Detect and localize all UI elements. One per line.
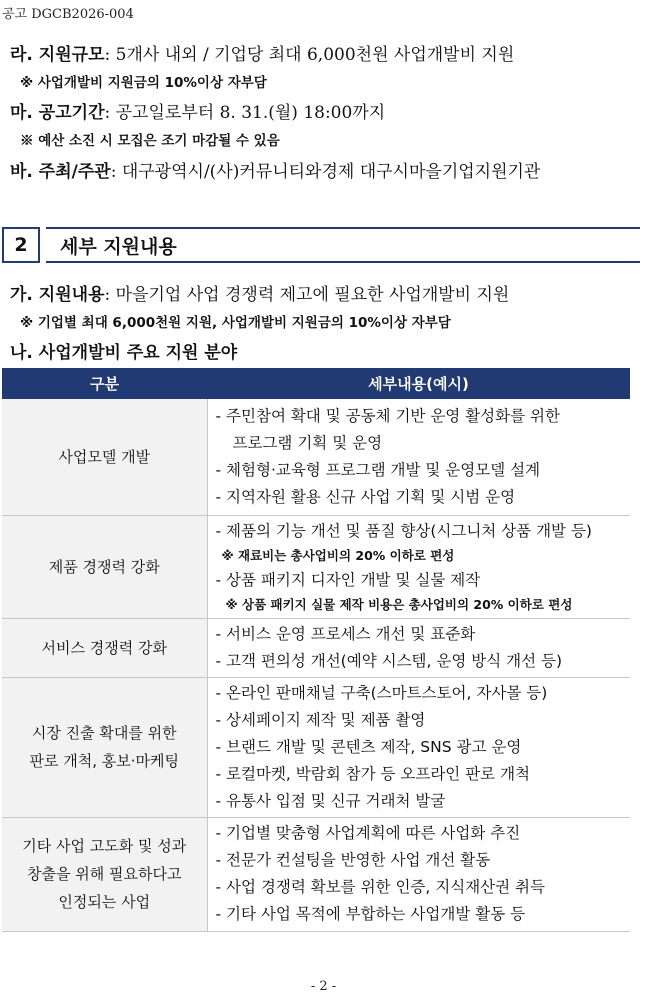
- item-ba-head: 바. 주최/주관: [10, 162, 111, 182]
- category-label-line: 시장 진출 확대를 위한: [31, 724, 177, 742]
- detail-item: - 체험형·교육형 프로그램 개발 및 운영모델 설계: [215, 460, 541, 479]
- table-header-category: 구분: [2, 368, 207, 399]
- item-ma-head: 마. 공고기간: [10, 103, 105, 123]
- item-ba-text: : 대구광역시/(사)커뮤니티와경제 대구시마을기업지원기관: [110, 162, 541, 182]
- section-title: 세부 지원내용: [46, 227, 640, 263]
- item-ma-text: : 공고일로부터 8. 31.(월) 18:00까지: [104, 103, 386, 123]
- detail-note: ※ 재료비는 총사업비의 20% 이하로 편성: [221, 547, 455, 563]
- item-ma-note: ※ 예산 소진 시 모집은 조기 마감될 수 있음: [20, 133, 280, 149]
- table-detail-cell: [207, 817, 630, 931]
- table-category-cell: [2, 677, 207, 817]
- detail-item: - 로컬마켓, 박람회 참가 등 오프라인 판로 개척: [215, 764, 531, 783]
- table-category-cell: [2, 817, 207, 931]
- table-detail-cell: [207, 515, 630, 618]
- detail-item: - 서비스 운영 프로세스 개선 및 표준화: [215, 624, 476, 643]
- category-label: 제품 경쟁력 강화: [48, 557, 160, 576]
- item-ga-head: 가. 지원내용: [10, 285, 105, 305]
- category-label-line: 기타 사업 고도화 및 성과: [22, 837, 187, 855]
- item-ra-note: ※ 사업개발비 지원금의 10%이상 자부담: [20, 75, 267, 91]
- category-label-line: 창출을 위해 필요하다고: [27, 865, 182, 883]
- detail-item: - 고객 편의성 개선(예약 시스템, 운영 방식 개선 등): [215, 651, 563, 670]
- page-number: - 2 -: [310, 979, 337, 994]
- item-ra-text: : 5개사 내외 / 기업당 최대 6,000천원 사업개발비 지원: [104, 45, 515, 65]
- detail-item: - 제품의 기능 개선 및 품질 향상(시그니처 상품 개발 등): [215, 521, 592, 540]
- detail-item: - 기타 사업 목적에 부합하는 사업개발 활동 등: [215, 905, 526, 923]
- table-detail-cell: [207, 618, 630, 677]
- item-na-head: 나. 사업개발비 주요 지원 분야: [10, 343, 238, 363]
- detail-item: - 상세페이지 제작 및 제품 촬영: [215, 710, 426, 729]
- category-label: 서비스 경쟁력 강화: [41, 638, 167, 657]
- table-detail-cell: [207, 677, 630, 817]
- category-label-line: 판로 개척, 홍보·마케팅: [29, 752, 179, 770]
- item-ga-note: ※ 기업별 최대 6,000천원 지원, 사업개발비 지원금의 10%이상 자부담: [20, 315, 451, 331]
- detail-item: - 지역자원 활용 신규 사업 기획 및 시범 운영: [215, 487, 516, 506]
- table-row: [2, 618, 630, 677]
- detail-note: ※ 상품 패키지 실물 제작 비용은 총사업비의 20% 이하로 편성: [225, 596, 573, 612]
- item-na: [10, 338, 237, 363]
- item-ba: [10, 157, 540, 182]
- category-label-line: 인정되는 사업: [58, 893, 151, 911]
- section-number: 2: [2, 227, 40, 263]
- section-header: [2, 227, 640, 265]
- detail-item: - 브랜드 개발 및 콘텐츠 제작, SNS 광고 운영: [215, 737, 522, 756]
- table-detail-cell: [207, 399, 630, 515]
- item-ma: [10, 98, 385, 123]
- detail-item: - 상품 패키지 디자인 개발 및 실물 제작: [215, 570, 481, 589]
- detail-item: - 유통사 입점 및 신규 거래처 발굴: [215, 791, 446, 810]
- table-category-cell: [2, 618, 207, 677]
- item-ga: [10, 280, 509, 305]
- document-id: 공고 DGCB2026-004: [2, 7, 134, 22]
- table-category-cell: [2, 399, 207, 515]
- table-header-detail: 세부내용(예시): [207, 368, 630, 399]
- table-header-row: [2, 368, 630, 399]
- table-row: [2, 677, 630, 817]
- item-ga-text: : 마을기업 사업 경쟁력 제고에 필요한 사업개발비 지원: [104, 285, 510, 305]
- table-category-cell: [2, 515, 207, 618]
- detail-item: - 주민참여 확대 및 공동체 기반 운영 활성화를 위한: [215, 406, 560, 425]
- detail-item: - 기업별 맞춤형 사업계획에 따른 사업화 추진: [215, 824, 521, 842]
- detail-item: 프로그램 기획 및 운영: [232, 433, 383, 452]
- support-areas-table: [2, 368, 630, 932]
- detail-item: - 사업 경쟁력 확보를 위한 인증, 지식재산권 취득: [215, 878, 545, 896]
- detail-item: - 전문가 컨설팅을 반영한 사업 개선 활동: [215, 851, 491, 869]
- category-label: 사업모델 개발: [58, 447, 151, 466]
- item-ra-head: 라. 지원규모: [10, 45, 105, 65]
- table-row: [2, 515, 630, 618]
- item-ra: [10, 40, 514, 65]
- table-row: [2, 817, 630, 931]
- table-row: [2, 399, 630, 515]
- detail-item: - 온라인 판매채널 구축(스마트스토어, 자사몰 등): [215, 683, 548, 702]
